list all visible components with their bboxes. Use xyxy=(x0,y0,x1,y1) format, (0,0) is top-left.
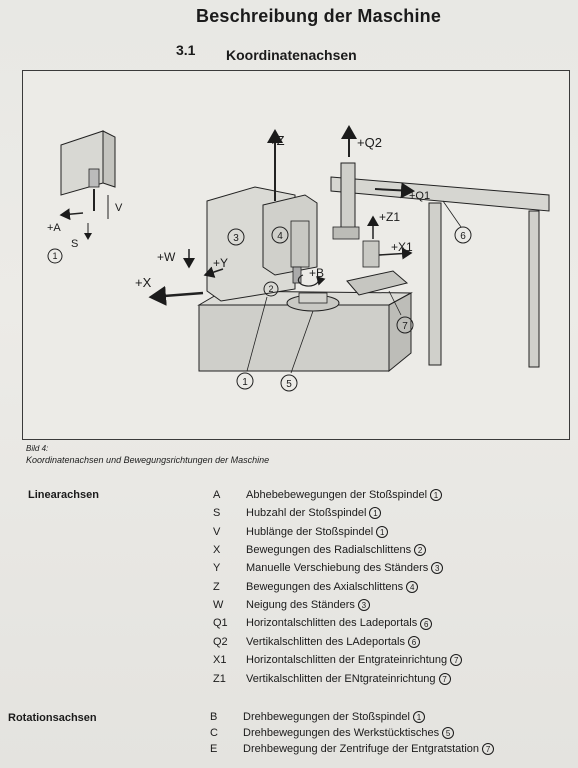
component-ref-badge: 5 xyxy=(442,727,454,739)
axis-description-text: Vertikalschlitten der ENtgrateinrichtung xyxy=(246,672,436,685)
axis-label-y: +Y xyxy=(213,256,229,270)
axis-symbol: Z1 xyxy=(213,672,226,685)
axis-description xyxy=(246,673,451,685)
component-ref-badge: 1 xyxy=(369,507,381,519)
axis-description xyxy=(243,727,454,739)
axis-description xyxy=(243,743,494,755)
axis-description xyxy=(246,507,381,519)
figure-label: Bild 4: xyxy=(26,444,49,453)
axis-description-text: Neigung des Ständers xyxy=(246,599,355,612)
axis-label-a: +A xyxy=(47,222,61,234)
component-ref-badge: 1 xyxy=(430,489,442,501)
component-ref-badge: 7 xyxy=(450,654,462,666)
axis-label-x: +X xyxy=(135,275,152,290)
axis-symbol: W xyxy=(213,599,224,612)
axis-description xyxy=(246,617,432,629)
component-ref-badge: 1 xyxy=(413,711,425,723)
axis-description-text: Drehbewegungen der Stoßspindel xyxy=(243,711,410,723)
axis-symbol: X1 xyxy=(213,654,227,667)
axis-symbol: Z xyxy=(213,580,220,593)
axis-description-text: Hublänge der Stoßspindel xyxy=(246,525,374,538)
axis-label-z: +Z xyxy=(269,133,285,148)
axis-label-x1: +X1 xyxy=(391,240,413,254)
axis-label-w: +W xyxy=(157,250,176,264)
axis-symbol: B xyxy=(210,711,218,723)
axis-label-z1: +Z1 xyxy=(379,210,401,224)
component-ref-badge: 3 xyxy=(358,599,370,611)
axis-symbol: Q2 xyxy=(213,635,228,648)
axis-description-text: Vertikalschlitten des LAdeportals xyxy=(246,635,405,648)
axis-symbol: C xyxy=(210,726,218,739)
figure-caption: Koordinatenachsen und Bewegungsrichtungen der Maschine xyxy=(26,455,270,465)
spindle-detail xyxy=(47,131,123,263)
axis-symbol: X xyxy=(213,544,221,557)
component-ref-badge: 7 xyxy=(439,673,451,685)
axis-symbol: E xyxy=(210,742,218,755)
axis-symbol: A xyxy=(213,489,221,501)
callout-5: 5 xyxy=(286,379,292,390)
machine-column xyxy=(207,131,317,301)
axis-label-b: +B xyxy=(309,266,325,280)
callout-1: 1 xyxy=(242,377,248,388)
callout-6: 6 xyxy=(460,231,466,242)
axis-label-q1: +Q1 xyxy=(409,190,431,202)
axis-description xyxy=(246,636,420,648)
rotation-axes-title: Rotationsachsen xyxy=(8,712,97,724)
axis-label-v: V xyxy=(115,202,123,214)
callout-4: 4 xyxy=(277,231,283,242)
axis-label-q2: +Q2 xyxy=(357,135,382,150)
axis-description xyxy=(243,711,425,723)
axis-description-text: Manuelle Verschiebung des Ständers xyxy=(246,562,429,575)
component-ref-badge: 7 xyxy=(482,743,494,755)
axis-description-text: Horizontalschlitten des Ladeportals xyxy=(246,617,418,630)
axis-description xyxy=(246,581,418,593)
axis-description-text: Bewegungen des Axialschlittens xyxy=(246,580,404,593)
chapter-title: Beschreibung der Maschine xyxy=(196,6,442,26)
section-title: Koordinatenachsen xyxy=(226,47,357,63)
axis-description xyxy=(246,562,443,574)
axis-symbol: Y xyxy=(213,562,221,575)
axis-description-text: Drehbewegung der Zentrifuge der Entgratstation xyxy=(243,742,480,755)
axis-description-text: Abhebebewegungen der Stoßspindel xyxy=(246,489,428,501)
axis-description xyxy=(246,526,388,538)
callout-1-detail: 1 xyxy=(52,251,58,261)
axis-description xyxy=(246,599,370,611)
component-ref-badge: 6 xyxy=(420,618,432,630)
linear-axes-title: Linearachsen xyxy=(28,489,99,501)
component-ref-badge: 3 xyxy=(431,562,443,574)
axis-symbol: Q1 xyxy=(213,617,228,630)
axis-description xyxy=(246,544,426,556)
axis-symbol: S xyxy=(213,507,221,520)
axis-description xyxy=(246,489,442,501)
callout-3: 3 xyxy=(233,233,239,244)
callout-2: 2 xyxy=(268,284,274,294)
component-ref-badge: 1 xyxy=(376,526,388,538)
axis-description-text: Hubzahl der Stoßspindel xyxy=(246,507,367,520)
axis-description-text: Horizontalschlitten der Entgrateinrichtung xyxy=(246,654,448,667)
component-ref-badge: 6 xyxy=(408,636,420,648)
machine-figure xyxy=(22,70,570,440)
axis-description xyxy=(246,654,462,666)
component-ref-badge: 2 xyxy=(414,544,426,556)
axis-label-s: S xyxy=(71,238,79,250)
axis-symbol: V xyxy=(213,525,221,538)
axis-description-text: Bewegungen des Radialschlittens xyxy=(246,544,412,557)
callout-7: 7 xyxy=(402,321,408,332)
axis-description-text: Drehbewegungen des Werkstücktisches xyxy=(243,726,440,739)
machine-drawing xyxy=(23,71,569,439)
section-number: 3.1 xyxy=(176,42,196,58)
component-ref-badge: 4 xyxy=(406,581,418,593)
